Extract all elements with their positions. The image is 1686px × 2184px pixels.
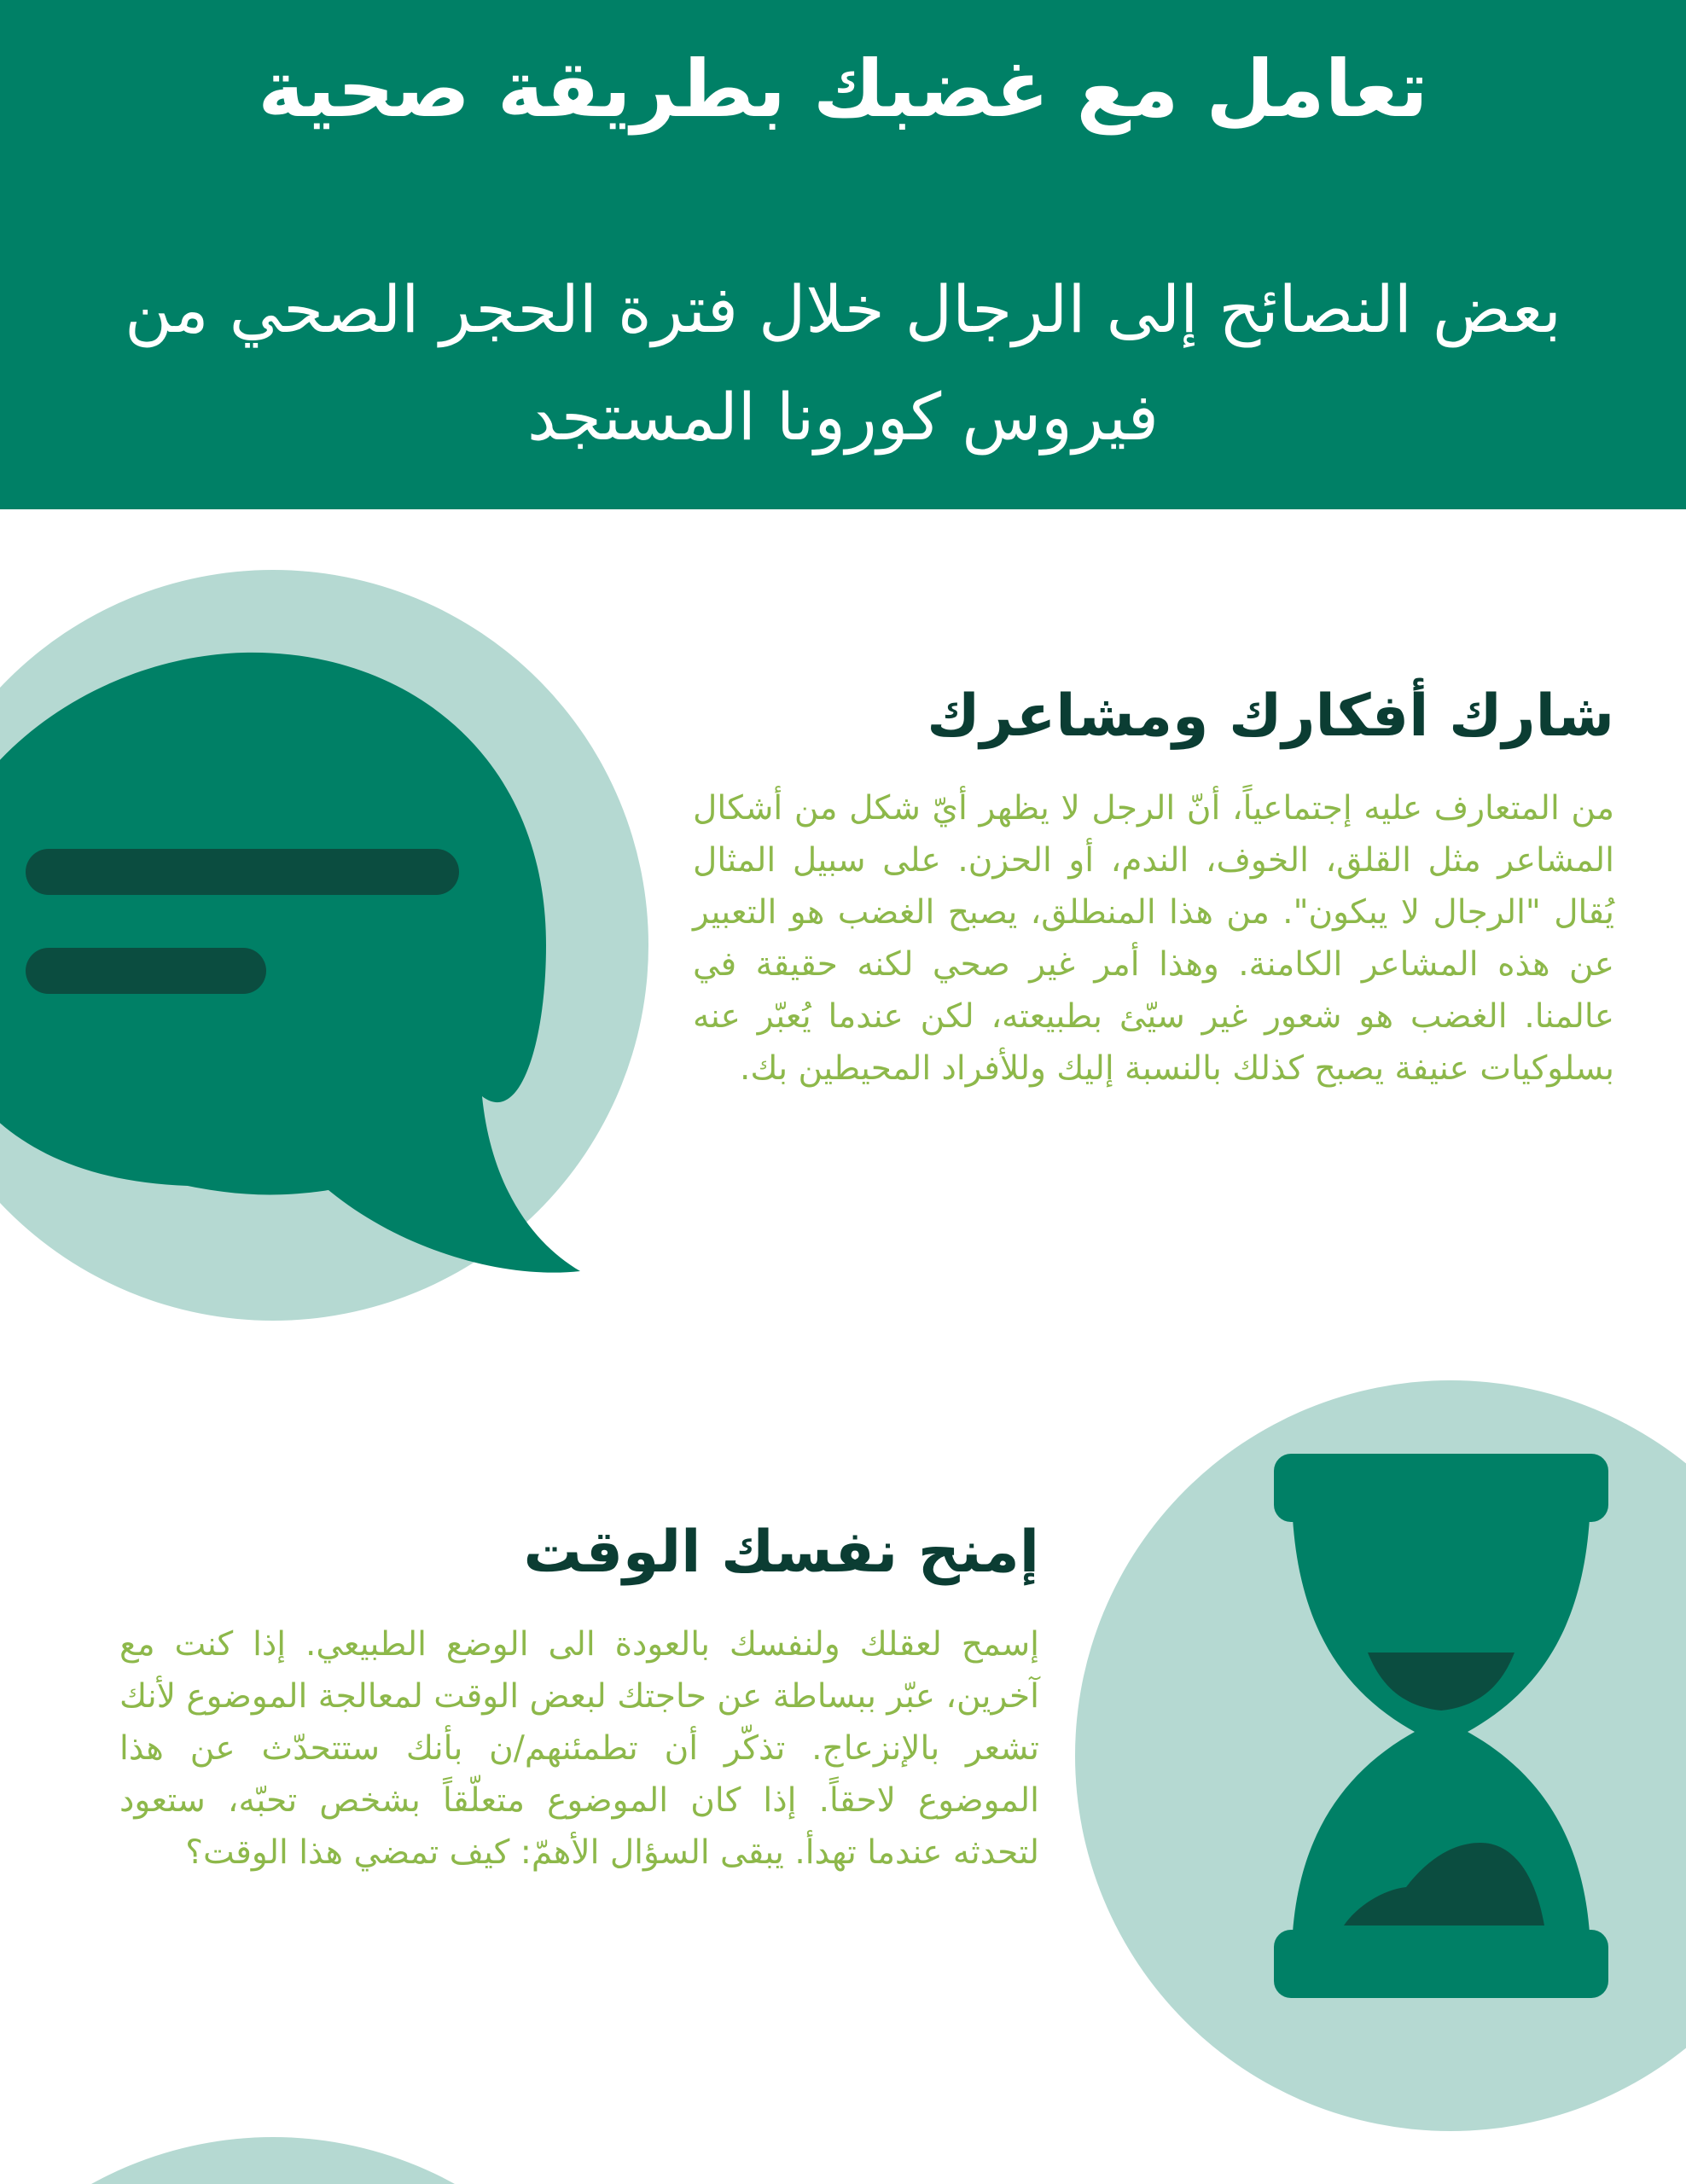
next-section-circle	[0, 2137, 648, 2184]
page-title: تعامل مع غضبك بطريقة صحية	[258, 44, 1428, 135]
section-title-give-time: إمنح نفسك الوقت	[523, 1519, 1039, 1586]
section-body-give-time: إسمح لعقلك ولنفسك بالعودة الى الوضع الطبيعي. إذا كنت مع آخرين، عبّر ببساطة عن حاجتك لبعض الوقت لمعالجة الموضوع لأنك تشعر بالإنزعاج. تذكّر أن تطمئنهم/ن بأنك ستتحدّث عن هذا الموضوع لاحقاً. إذا كان الموضوع متعلّقاً بشخص تحبّه، ستعود لتحدثه عندما تهدأ. يبقى السؤال الأهمّ: كيف تمضي هذا الوقت؟	[119, 1625, 1039, 1872]
section-body-share-feelings: من المتعارف عليه إجتماعياً، أنّ الرجل لا يظهر أيّ شكل من أشكال المشاعر مثل القلق، الخوف، الندم، أو الحزن. على سبيل المثال يُقال "الرجال لا يبكون". من هذا المنطلق، يصبح الغضب هو التعبير عن هذه المشاعر الكامنة. وهذا أمر غير صحي لكنه حقيقة في عالمنا. الغضب هو شعور غير سيّئ بطبيعته، لكن عندما يُعبّر عنه بسلوكيات عنيفة يصبح كذلك بالنسبة إليك وللأفراد المحيطين بك.	[693, 789, 1614, 1088]
speech-bubble-icon	[0, 570, 648, 1321]
section-title-share-feelings: شارك أفكارك ومشاعرك	[927, 682, 1614, 750]
hourglass-icon	[1075, 1380, 1686, 2131]
page-subtitle: بعض النصائح إلى الرجال خلال فترة الحجر الصحي من فيروس كورونا المستجد	[125, 271, 1561, 455]
